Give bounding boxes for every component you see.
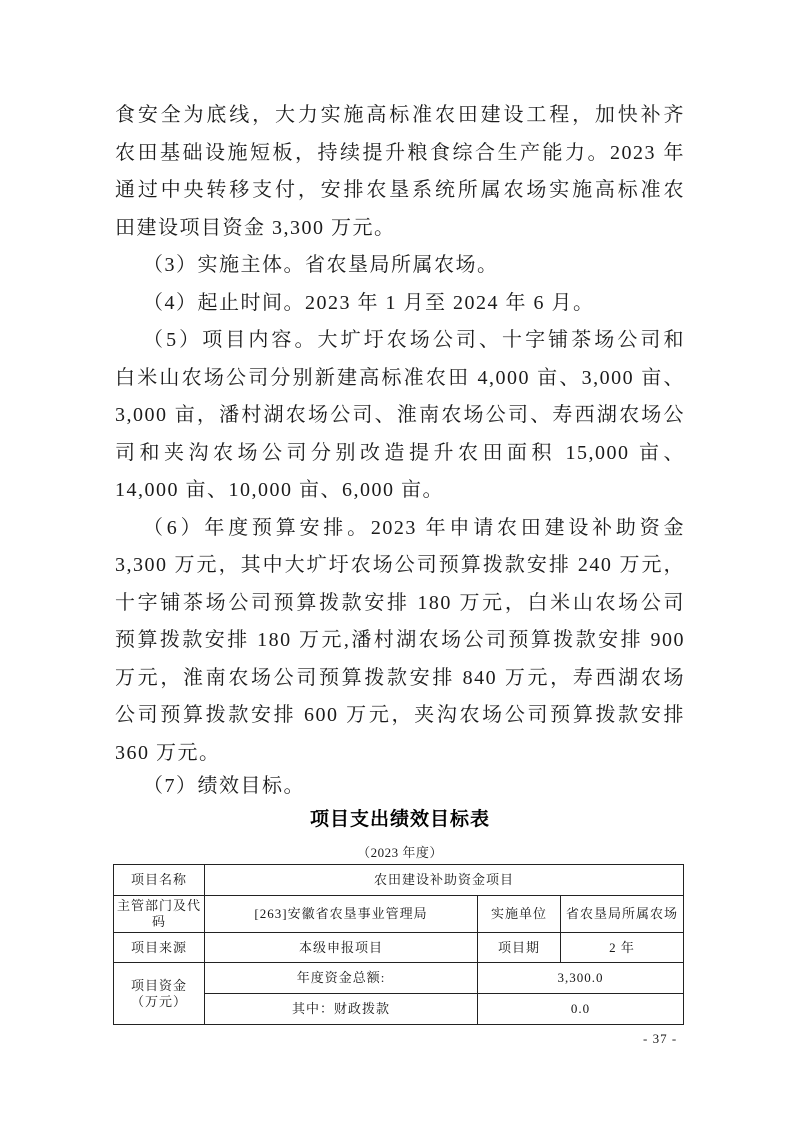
paragraph-continuation	[115, 97, 685, 247]
source-value-cell: 本级申报项目	[205, 933, 478, 963]
text-line: 14,000 亩、10,000 亩、6,000 亩。	[115, 479, 444, 501]
performance-target-table	[113, 864, 684, 1025]
text-line: 预算拨款安排 180 万元,潘村湖农场公司预算拨款安排 900	[115, 629, 685, 651]
impl-unit-label-cell: 实施单位	[478, 896, 561, 933]
text-line: 农田基础设施短板，持续提升粮食综合生产能力。2023 年	[115, 141, 685, 164]
dept-value-cell: [263]安徽省农垦事业管理局	[205, 896, 478, 933]
project-name-value-cell: 农田建设补助资金项目	[205, 865, 684, 896]
annual-total-label-cell: 年度资金总额:	[205, 963, 478, 994]
funds-label-line1: 项目资金	[130, 977, 187, 993]
table-row	[114, 896, 684, 933]
text-line: 360 万元。	[115, 741, 221, 764]
paragraph-item-3	[115, 247, 685, 285]
period-value-cell: 2 年	[561, 933, 684, 963]
text-line: （4）起止时间。2023 年 1 月至 2024 年 6 月。	[143, 291, 595, 314]
table-row	[114, 963, 684, 994]
text-line: 田建设项目资金 3,300 万元。	[115, 216, 396, 239]
body-text	[115, 97, 685, 1025]
text-line: （5）项目内容。大圹圩农场公司、十字铺茶场公司和	[143, 329, 685, 351]
dept-label-cell: 主管部门及代码	[114, 896, 205, 933]
period-label-cell: 项目期	[478, 933, 561, 963]
paragraph-item-7	[115, 772, 685, 801]
source-label-cell: 项目来源	[114, 933, 205, 963]
text-line: 食安全为底线，大力实施高标准农田建设工程，加快补齐	[115, 104, 685, 126]
annual-total-value-cell: 3,300.0	[478, 963, 684, 994]
table-row	[114, 933, 684, 963]
fiscal-appropriation-label-cell: 其中：财政拨款	[205, 994, 478, 1025]
impl-unit-value-cell: 省农垦局所属农场	[561, 896, 684, 933]
text-line: 公司预算拨款安排 600 万元，夹沟农场公司预算拨款安排	[115, 704, 685, 726]
page-number: - 37 -	[643, 1031, 678, 1046]
paragraph-item-4	[115, 285, 685, 323]
text-line: （3）实施主体。省农垦局所属农场。	[143, 254, 499, 276]
paragraph-item-5	[115, 322, 685, 510]
text-line: 3,300 万元，其中大圹圩农场公司预算拨款安排 240 万元，	[115, 554, 685, 576]
text-line: 通过中央转移支付，安排农垦系统所属农场实施高标准农	[115, 179, 685, 201]
text-line: 白米山农场公司分别新建高标准农田 4,000 亩、3,000 亩、	[115, 366, 685, 389]
fiscal-appropriation-value-cell: 0.0	[478, 994, 684, 1025]
funds-label-line2: （万元）	[130, 993, 187, 1009]
text-line: （6）年度预算安排。2023 年申请农田建设补助资金	[143, 516, 685, 539]
text-line: 司和夹沟农场公司分别改造提升农田面积 15,000 亩、	[115, 441, 685, 464]
text-line: 万元，淮南农场公司预算拨款安排 840 万元，寿西湖农场	[115, 666, 685, 689]
performance-table-year-note: （2023 年度）	[357, 845, 443, 860]
text-line: （7）绩效目标。	[143, 775, 305, 797]
performance-table-title: 项目支出绩效目标表	[309, 809, 490, 830]
text-line: 3,000 亩，潘村湖农场公司、淮南农场公司、寿西湖农场公	[115, 404, 685, 426]
funds-label-cell	[114, 963, 205, 1025]
project-name-label-cell: 项目名称	[114, 865, 205, 896]
paragraph-item-6	[115, 510, 685, 773]
text-line: 十字铺茶场公司预算拨款安排 180 万元，白米山农场公司	[115, 591, 685, 614]
table-row	[114, 865, 684, 896]
